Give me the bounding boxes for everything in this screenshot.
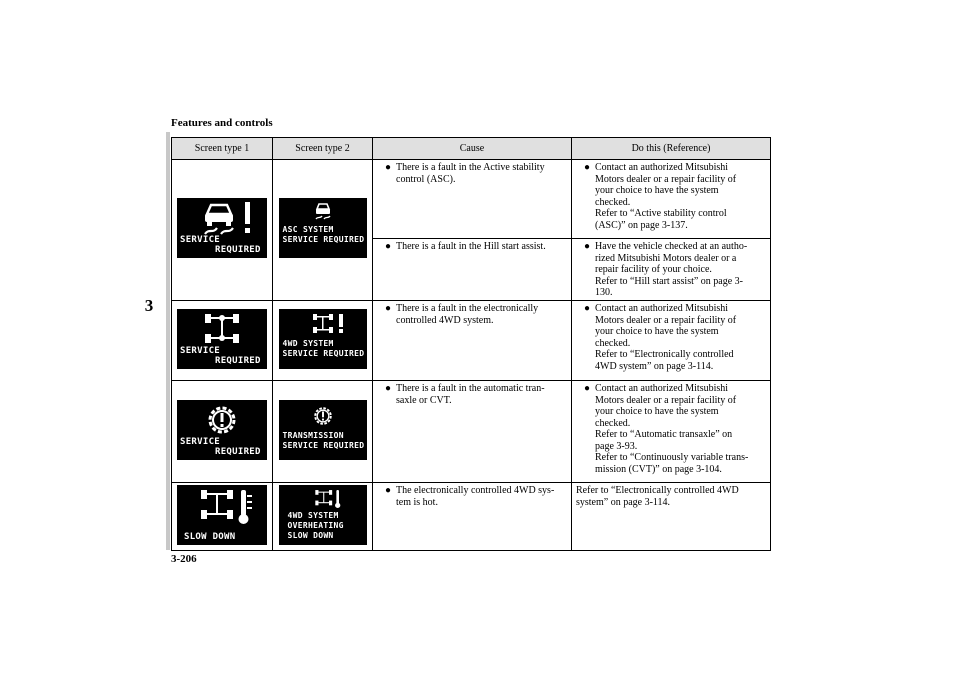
bullet-icon: ● — [584, 383, 591, 394]
action-text: page 3-93. — [595, 440, 638, 452]
action-text: (ASC)” on page 3-137. — [595, 219, 688, 231]
action-text: Motors dealer or a repair facility of — [595, 394, 737, 406]
4wd-drivetrain-warning-icon — [312, 313, 346, 335]
cause-cell — [373, 483, 572, 551]
screen-label-line-1: SLOW DOWN — [184, 531, 236, 542]
action-text: mission (CVT)” on page 3-104. — [595, 463, 722, 475]
action-cell — [572, 301, 771, 381]
bullet-icon: ● — [584, 162, 591, 173]
display-screen — [177, 198, 267, 258]
action-text: your choice to have the system — [595, 326, 719, 337]
action-text: system” on page 3-114. — [576, 496, 671, 508]
action-text: 130. — [595, 287, 613, 298]
bullet-icon: ● — [385, 162, 392, 173]
screen-type-1-cell — [172, 160, 273, 301]
cause-text: There is a fault in the automatic tran- — [396, 383, 545, 394]
screen-label-line-1: 4WD SYSTEM — [287, 510, 339, 520]
screen-label-line-1: ASC SYSTEM — [282, 225, 334, 235]
display-screen — [279, 400, 367, 460]
action-text: Contact an authorized Mitsubishi — [595, 383, 729, 394]
action-text: Motors dealer or a repair facility of — [595, 314, 737, 326]
screen-type-1-cell — [172, 301, 273, 381]
cause-text: There is a fault in the Hill start assist. — [396, 241, 546, 252]
action-text: 4WD system” on page 3-114. — [595, 360, 714, 372]
screen-type-2-cell — [273, 160, 373, 301]
action-text: your choice to have the system — [595, 185, 719, 196]
page-header: Features and controls — [171, 117, 273, 129]
screen-label-line-3: SLOW DOWN — [287, 530, 334, 540]
cause-cell — [373, 160, 572, 239]
screen-label-line-2: REQUIRED — [215, 446, 261, 457]
bullet-icon: ● — [584, 241, 591, 252]
display-screen — [177, 400, 267, 460]
action-text: Motors dealer or a repair facility of — [595, 173, 737, 185]
action-text: Refer to “Electronically controlled 4WD — [576, 485, 739, 496]
action-text: Refer to “Electronically controlled — [595, 349, 734, 360]
cause-text: control (ASC). — [396, 173, 456, 185]
action-text: Refer to “Continuously variable trans- — [595, 452, 749, 463]
asc-car-icon — [313, 202, 333, 220]
cause-text: tem is hot. — [396, 496, 438, 508]
screen-label-line-2: OVERHEATING — [287, 520, 344, 530]
transmission-gear-icon — [205, 403, 239, 437]
action-cell — [572, 160, 771, 239]
action-text: rized Mitsubishi Motors dealer or a — [595, 252, 737, 264]
page-number: 3-206 — [171, 553, 197, 565]
column-header-do-this: Do this (Reference) — [572, 138, 771, 160]
column-header-screen-type-1: Screen type 1 — [172, 138, 273, 160]
column-header-screen-type-2: Screen type 2 — [273, 138, 373, 160]
screen-label-line-2: REQUIRED — [215, 355, 261, 366]
screen-type-1-cell — [172, 483, 273, 551]
cause-cell — [373, 239, 572, 301]
warning-table — [171, 137, 771, 551]
display-screen — [177, 485, 267, 545]
4wd-drivetrain-icon — [203, 312, 243, 346]
action-cell — [572, 381, 771, 483]
cause-text: There is a fault in the Active stability — [396, 162, 545, 173]
table-row — [172, 301, 771, 381]
action-text: Refer to “Hill start assist” on page 3- — [595, 275, 744, 287]
screen-type-1-cell — [172, 381, 273, 483]
bullet-icon: ● — [385, 485, 392, 496]
screen-type-2-cell — [273, 483, 373, 551]
screen-label-line-1: SERVICE — [180, 345, 221, 356]
action-cell — [572, 483, 771, 551]
bullet-icon: ● — [385, 303, 392, 314]
cause-text: controlled 4WD system. — [396, 314, 494, 326]
cause-cell — [373, 381, 572, 483]
cause-text: saxle or CVT. — [396, 394, 452, 406]
cause-cell — [373, 301, 572, 381]
screen-type-2-cell — [273, 301, 373, 381]
asc-skid-icon — [201, 200, 261, 236]
chapter-strip — [166, 132, 170, 550]
table-row — [172, 381, 771, 483]
column-header-cause: Cause — [373, 138, 572, 160]
screen-label-line-1: 4WD SYSTEM — [282, 338, 334, 348]
screen-label-line-2: SERVICE REQUIRED — [282, 440, 365, 450]
action-text: Contact an authorized Mitsubishi — [595, 162, 729, 173]
screen-type-2-cell — [273, 381, 373, 483]
action-text: repair facility of your choice. — [595, 264, 712, 275]
display-screen — [279, 485, 367, 545]
action-text: Refer to “Active stability control — [595, 208, 727, 219]
action-text: Refer to “Automatic transaxle” on — [595, 429, 733, 440]
screen-label-line-1: SERVICE — [180, 436, 221, 447]
display-screen — [279, 309, 367, 369]
table-row — [172, 483, 771, 551]
action-cell — [572, 239, 771, 301]
screen-label-line-1: TRANSMISSION — [282, 430, 344, 440]
cause-text: There is a fault in the electronically — [396, 303, 539, 314]
action-text: checked. — [595, 337, 631, 349]
bullet-icon: ● — [385, 241, 392, 252]
action-text: Have the vehicle checked at an autho- — [595, 241, 748, 252]
screen-label-line-2: REQUIRED — [215, 245, 261, 256]
screen-label-line-1: SERVICE — [180, 235, 221, 246]
screen-label-line-2: SERVICE REQUIRED — [282, 348, 365, 358]
table-header-row — [172, 138, 771, 160]
bullet-icon: ● — [385, 383, 392, 394]
cause-text: The electronically controlled 4WD sys- — [396, 485, 555, 496]
table-row — [172, 160, 771, 239]
4wd-overheat-icon — [314, 489, 344, 509]
chapter-tab: 3 — [144, 296, 154, 315]
4wd-overheat-icon — [199, 488, 255, 526]
display-screen — [177, 309, 267, 369]
screen-label-line-2: SERVICE REQUIRED — [282, 235, 365, 245]
action-text: checked. — [595, 417, 631, 429]
bullet-icon: ● — [584, 303, 591, 314]
action-text: checked. — [595, 196, 631, 208]
action-text: Contact an authorized Mitsubishi — [595, 303, 729, 314]
transmission-gear-icon — [312, 405, 334, 427]
action-text: your choice to have the system — [595, 406, 719, 417]
display-screen — [279, 198, 367, 258]
